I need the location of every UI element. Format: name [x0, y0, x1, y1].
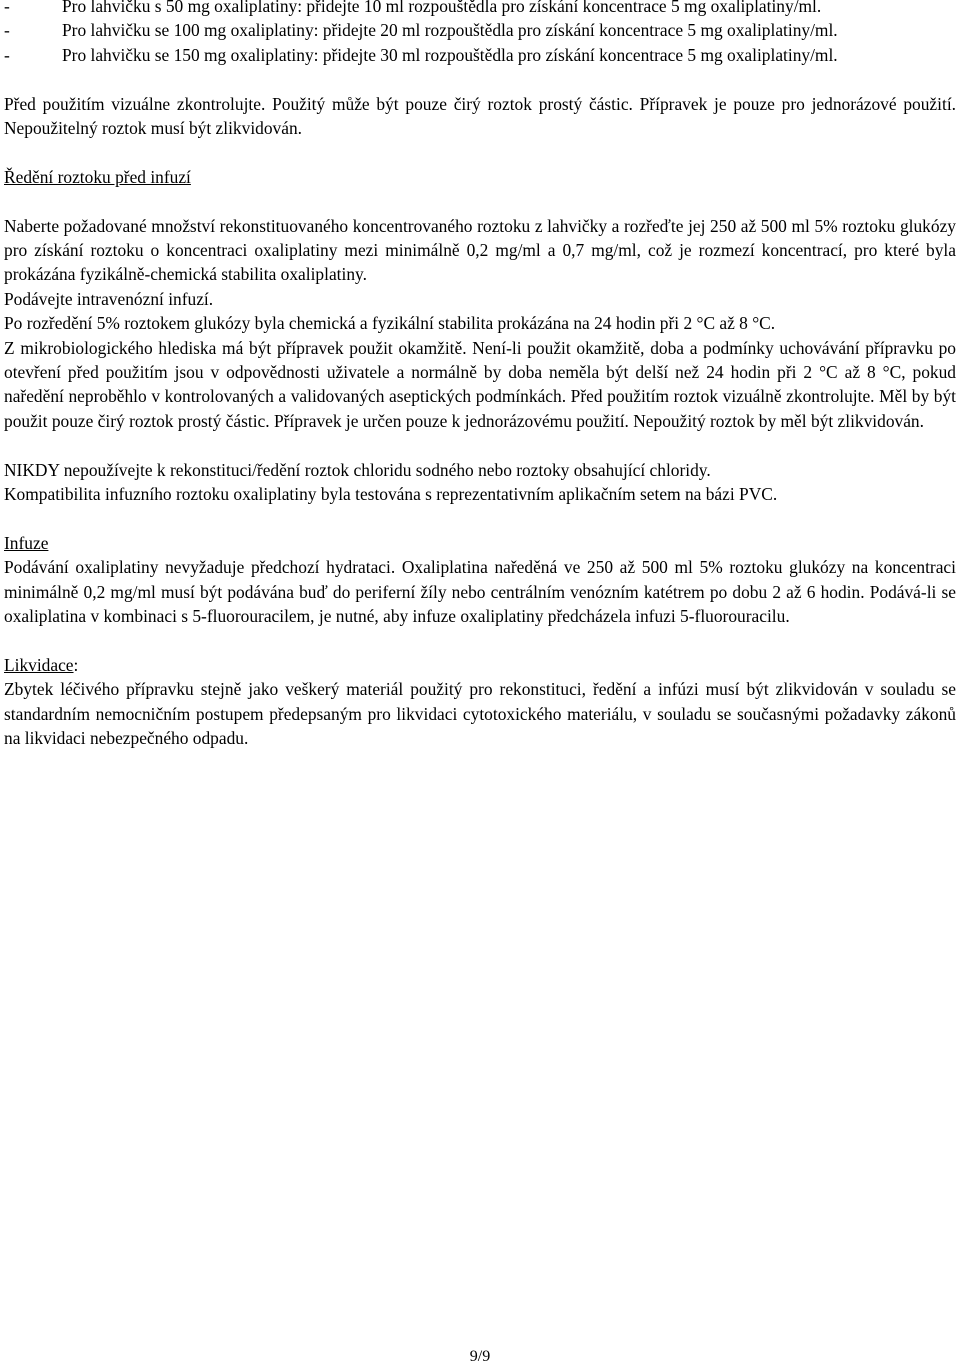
page-number: 9/9	[469, 1348, 491, 1365]
dilution-heading: Ředění roztoku před infuzí	[4, 166, 191, 187]
spacer	[4, 67, 956, 91]
spacer	[4, 433, 956, 457]
dilution-paragraph-3: Po rozředění 5% roztokem glukózy byla chemická a fyzikální stabilita prokázána na 24 hodin při 2 °C až 8 °C.	[4, 313, 776, 334]
spacer	[4, 140, 956, 164]
list-item	[4, 18, 956, 42]
list-item	[4, 0, 956, 18]
spacer	[4, 628, 956, 652]
dilution-paragraph-1: Naberte požadované množství rekonstituovaného koncentrovaného roztoku z lahvičky a rozřeďte jej 250 až 500 ml 5% roztoku glukózy pro získání roztoku o koncentraci oxaliplatiny mezi minimálně 0,2 mg/ml a 0,7 mg/ml, což je rozmezí koncentrací, pro které byla prokázána fyzikálně-chemická stabilita oxaliplatiny.	[4, 215, 956, 285]
document-page	[4, 0, 956, 751]
bullet-marker: -	[4, 0, 10, 16]
infusion-heading: Infuze	[4, 532, 49, 553]
dilution-paragraph-4: Z mikrobiologického hlediska má být přípravek použit okamžitě. Není-li použit okamžitě, doba a podmínky uchovávání přípravku po otevření před použitím jsou v odpovědnosti uživatele a normálně by doba neměla být delší než 24 hodin při 2 °C až 8 °C, pokud naředění neproběhlo v kontrolovaných a validovaných aseptických podmínkách. Před použitím roztok vizuálně zkontrolujte. Měl by být použit pouze čirý roztok prostý částic. Přípravek je určen pouze k jednorázovému použití. Nepoužitý roztok by měl být zlikvidován.	[4, 337, 956, 431]
disposal-heading-line	[4, 653, 956, 677]
visual-check-paragraph: Před použitím vizuálne zkontrolujte. Použitý může být pouze čirý roztok prostý částic. Přípravek je pouze pro jednorázové použití. Nepoužitelný roztok musí být zlikvidován.	[4, 93, 956, 139]
bullet-text-100mg: Pro lahvičku se 100 mg oxaliplatiny: přidejte 20 ml rozpouštědla pro získání koncentrace 5 mg oxaliplatiny/ml.	[62, 20, 838, 41]
disposal-heading: Likvidace	[4, 654, 74, 675]
dilution-paragraph-2: Podávejte intravenózní infuzí.	[4, 288, 214, 309]
list-item	[4, 43, 956, 67]
bullet-text-150mg: Pro lahvičku se 150 mg oxaliplatiny: přidejte 30 ml rozpouštědla pro získání koncentrace 5 mg oxaliplatiny/ml.	[62, 44, 838, 65]
disposal-paragraph: Zbytek léčivého přípravku stejně jako veškerý materiál použitý pro rekonstituci, ředění a infúzi musí být zlikvidován v souladu se standardním nemocničním postupem předepsaným pro likvidaci cytotoxického materiálu, v souladu se současnými požadavky zákonů na likvidaci nebezpečného odpadu.	[4, 679, 956, 749]
bullet-marker: -	[4, 44, 10, 65]
dilution-heading-line	[4, 165, 956, 189]
warning-paragraph-2: Kompatibilita infuzního roztoku oxaliplatiny byla testována s reprezentativním aplikačním setem na bázi PVC.	[4, 484, 778, 505]
bullet-text-50mg: Pro lahvičku s 50 mg oxaliplatiny: přidejte 10 ml rozpouštědla pro získání koncentrace 5 mg oxaliplatiny/ml.	[62, 0, 822, 16]
infusion-heading-line	[4, 531, 956, 555]
disposal-heading-colon: :	[73, 654, 79, 675]
spacer	[4, 506, 956, 530]
spacer	[4, 189, 956, 213]
infusion-paragraph: Podávání oxaliplatiny nevyžaduje předchozí hydrataci. Oxaliplatina naředěná ve 250 až 500 ml 5% roztoku glukózy na koncentraci minimálně 0,2 mg/ml musí být podávána buď do periferní žíly nebo centrálním venózním katétrem po dobu 2 až 6 hodin. Podává-li se oxaliplatina v kombinaci s 5-fluorouracilem, je nutné, aby infuze oxaliplatiny předcházela infuzi 5-fluorouracilu.	[4, 557, 956, 627]
warning-paragraph-1: NIKDY nepoužívejte k rekonstituci/ředění roztok chloridu sodného nebo roztoky obsahující chloridy.	[4, 459, 711, 480]
bullet-marker: -	[4, 20, 10, 41]
